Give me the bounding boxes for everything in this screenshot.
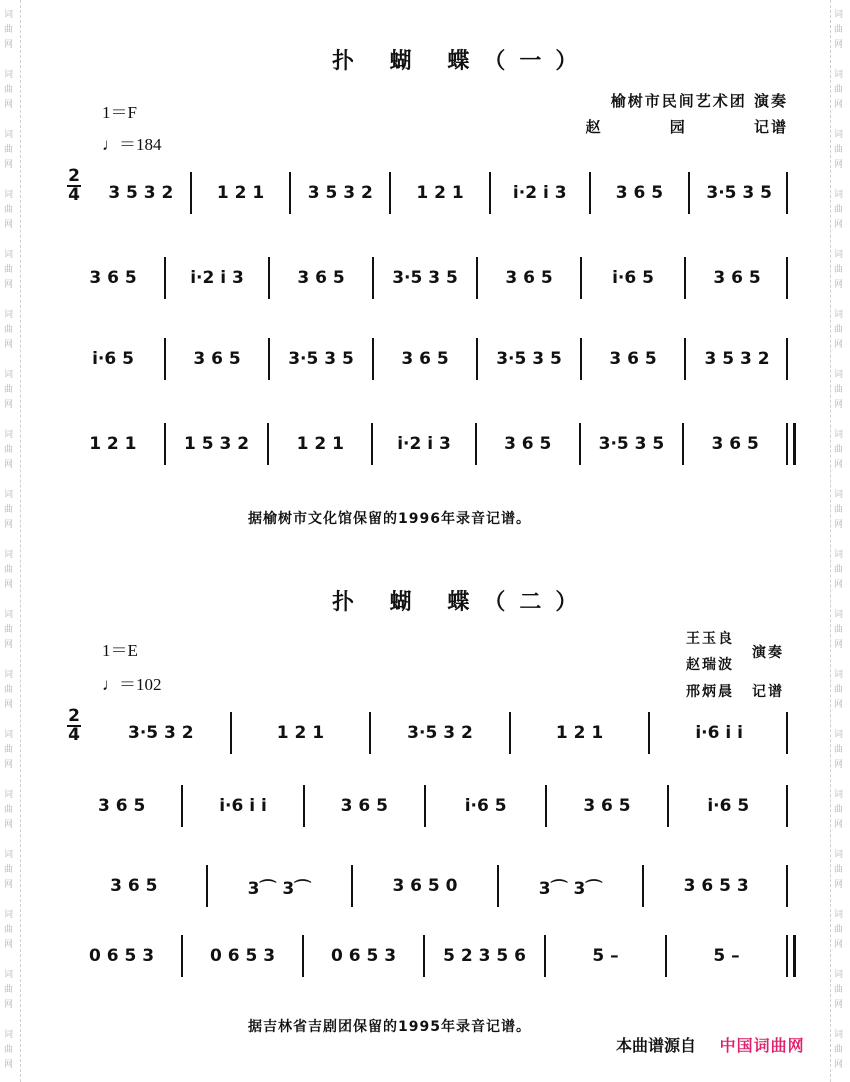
measure xyxy=(511,712,651,754)
measure xyxy=(192,172,292,214)
score-system xyxy=(62,166,788,222)
measure xyxy=(686,257,788,299)
watermark-text: 词曲网 xyxy=(834,970,844,1010)
measure xyxy=(183,935,304,977)
watermark-text: 词曲网 xyxy=(4,1030,14,1070)
watermark-text: 词曲网 xyxy=(4,430,14,470)
watermark-text: 词曲网 xyxy=(4,790,14,830)
watermark-text: 词曲网 xyxy=(4,130,14,170)
watermark-text: 词曲网 xyxy=(834,370,844,410)
measure-notes: 3 6 5 3 xyxy=(683,876,749,896)
measure-notes: 1 2 1 xyxy=(555,723,604,743)
song2-key: 1＝E xyxy=(102,641,138,660)
watermark-text: 词曲网 xyxy=(834,1030,844,1070)
measure-notes: 3 5 3 2 xyxy=(307,183,373,203)
watermark-text: 词曲网 xyxy=(834,430,844,470)
score-system xyxy=(62,257,788,307)
measure xyxy=(690,172,788,214)
song2-tempo: ♩＝102 xyxy=(102,675,162,694)
watermark-text: 词曲网 xyxy=(4,910,14,950)
measure xyxy=(62,338,166,380)
measure-notes: 3·5 3 5 xyxy=(706,183,772,203)
measure-notes: 3·5 3 2 xyxy=(407,723,473,743)
measure-notes: i·6 5 xyxy=(612,268,654,288)
measure xyxy=(650,712,788,754)
watermark-text: 词曲网 xyxy=(4,70,14,110)
score-system xyxy=(62,706,788,762)
measure-notes: 3 6 5 xyxy=(504,434,552,454)
barline-end xyxy=(786,257,788,299)
measure xyxy=(291,172,391,214)
song2-note: 据吉林省吉剧团保留的1995年录音记谱。 xyxy=(248,1019,531,1035)
watermark-text: 词曲网 xyxy=(4,250,14,290)
measure xyxy=(166,257,270,299)
barline-end xyxy=(786,712,788,754)
song2-perform-label: 演奏 xyxy=(752,645,784,661)
watermark-text: 词曲网 xyxy=(834,850,844,890)
watermark-text: 词曲网 xyxy=(4,490,14,530)
measure xyxy=(373,423,477,465)
measure xyxy=(269,423,373,465)
measure-notes: 3 6 5 xyxy=(89,268,137,288)
watermark-text: 词曲网 xyxy=(834,610,844,650)
measure-notes: 0 6 5 3 xyxy=(330,946,397,966)
watermark-text: 词曲网 xyxy=(834,190,844,230)
barline-end xyxy=(786,338,788,380)
measure xyxy=(669,785,788,827)
song1-credit-notator: 赵 园 记谱 xyxy=(585,118,788,136)
watermark-text: 词曲网 xyxy=(834,250,844,290)
barline-end xyxy=(786,865,788,907)
song2-title: 扑 蝴 蝶（二） xyxy=(332,590,592,615)
measure-notes: i·6 5 xyxy=(92,349,134,369)
measure-notes: i·2 i 3 xyxy=(512,183,567,203)
measure xyxy=(304,935,425,977)
song1-tempo: ♩＝184 xyxy=(102,135,162,154)
measure-notes: 3 6 5 xyxy=(110,876,158,896)
measure xyxy=(270,257,374,299)
watermark-text: 词曲网 xyxy=(4,550,14,590)
measure-notes: 3·5 3 5 xyxy=(598,434,665,454)
score-system xyxy=(62,338,788,388)
watermark-column-left xyxy=(0,0,20,1082)
measure xyxy=(92,172,192,214)
watermark-text: 词曲网 xyxy=(834,670,844,710)
watermark-text: 词曲网 xyxy=(834,10,844,50)
measure xyxy=(92,712,232,754)
measure xyxy=(391,172,491,214)
song1-note: 据榆树市文化馆保留的1996年录音记谱。 xyxy=(248,511,531,527)
measure-notes: 3 5 3 2 xyxy=(108,183,174,203)
measure xyxy=(270,338,374,380)
measure-notes: 3·5 3 5 xyxy=(392,268,458,288)
time-signature-top: 2 xyxy=(68,166,80,186)
song2-performer-1: 王玉良 xyxy=(686,631,734,647)
measure-notes: i·6 5 xyxy=(707,796,750,816)
footer-source-label: 本曲谱源自 xyxy=(616,1036,697,1055)
measure-notes: 3 6 5 xyxy=(98,796,146,816)
measure xyxy=(684,423,788,465)
measure-notes: 3 6 5 xyxy=(615,183,664,203)
measure xyxy=(208,865,354,907)
watermark-text: 词曲网 xyxy=(834,310,844,350)
score-system xyxy=(62,865,788,915)
measure-notes: 5 2 3 5 6 xyxy=(443,946,526,966)
measure xyxy=(686,338,788,380)
measure-notes: 3 6 5 xyxy=(583,796,631,816)
measure xyxy=(547,785,668,827)
footer-brand-link[interactable]: 中国词曲网 xyxy=(719,1036,805,1055)
measure-notes: i·2 i 3 xyxy=(190,268,244,288)
measure-notes: 1 2 1 xyxy=(216,183,265,203)
song2-performer-2: 赵瑞波 xyxy=(686,657,734,673)
measure xyxy=(581,423,685,465)
measure-notes: 3 6 5 xyxy=(193,349,241,369)
measure-notes: 3 6 5 0 xyxy=(392,876,458,896)
measure-notes: 3 6 5 xyxy=(609,349,657,369)
score-system xyxy=(62,785,788,835)
watermark-text: 词曲网 xyxy=(834,130,844,170)
measure-notes: 3·5 3 5 xyxy=(496,349,562,369)
footer-source xyxy=(616,1033,805,1056)
measure-notes: 3 6 5 xyxy=(340,796,388,816)
watermark-column-right xyxy=(830,0,850,1082)
song1-key: 1＝F xyxy=(102,103,137,122)
barline-end xyxy=(786,172,788,214)
measure xyxy=(62,257,166,299)
time-signature-bottom: 4 xyxy=(68,725,80,745)
time-signature-bottom: 4 xyxy=(68,185,80,205)
measure-notes: 1 2 1 xyxy=(296,434,344,454)
measure-notes: 0 6 5 3 xyxy=(88,946,155,966)
measure-notes: i·6 i i xyxy=(695,723,743,743)
watermark-text: 词曲网 xyxy=(4,970,14,1010)
song2-notate-label: 记谱 xyxy=(752,684,784,700)
watermark-text: 词曲网 xyxy=(834,550,844,590)
measure-notes: 3 6 5 xyxy=(505,268,553,288)
watermark-text: 词曲网 xyxy=(834,70,844,110)
watermark-text: 词曲网 xyxy=(4,370,14,410)
watermark-text: 词曲网 xyxy=(4,850,14,890)
measure xyxy=(353,865,499,907)
measure xyxy=(499,865,645,907)
barline-end xyxy=(786,785,788,827)
measure-notes: 3 6 5 xyxy=(401,349,449,369)
measure xyxy=(374,257,478,299)
measure xyxy=(644,865,788,907)
measure-notes: 3 6 5 xyxy=(297,268,345,288)
measure-notes: 3⌒ 3⌒ xyxy=(247,878,312,899)
score-system xyxy=(62,423,788,473)
measure-notes: 3 6 5 xyxy=(711,434,759,454)
watermark-text: 词曲网 xyxy=(4,190,14,230)
measure-notes: i·2 i 3 xyxy=(397,434,451,454)
measure-notes: 3·5 3 2 xyxy=(127,723,194,743)
measure-notes: i·6 i i xyxy=(219,796,267,816)
measure xyxy=(591,172,691,214)
measure-notes: 1 2 1 xyxy=(416,183,464,203)
watermark-text: 词曲网 xyxy=(4,610,14,650)
measure xyxy=(374,338,478,380)
song2-notator: 邢炳晨 xyxy=(686,684,734,700)
measure-notes: 5 – xyxy=(713,946,740,966)
measure xyxy=(667,935,788,977)
measure xyxy=(62,865,208,907)
measure xyxy=(426,785,547,827)
measure xyxy=(477,423,581,465)
measure xyxy=(183,785,304,827)
watermark-text: 词曲网 xyxy=(4,10,14,50)
measure-notes: 1 5 3 2 xyxy=(184,434,250,454)
watermark-text: 词曲网 xyxy=(834,790,844,830)
song1-credit-performer: 榆树市民间艺术团 演奏 xyxy=(610,92,788,110)
measure xyxy=(491,172,591,214)
measure-notes: 3⌒ 3⌒ xyxy=(538,878,603,899)
measure xyxy=(232,712,372,754)
measure-notes: 5 – xyxy=(592,946,619,966)
measure-notes: i·6 5 xyxy=(464,796,507,816)
measure xyxy=(166,338,270,380)
measure xyxy=(62,785,183,827)
watermark-text: 词曲网 xyxy=(4,310,14,350)
song1-title: 扑 蝴 蝶（一） xyxy=(332,49,592,74)
measure xyxy=(478,257,582,299)
measure xyxy=(62,935,183,977)
time-signature xyxy=(66,708,82,744)
measure-notes: 1 2 1 xyxy=(276,723,325,743)
measure-notes: 3 5 3 2 xyxy=(704,349,770,369)
watermark-text: 词曲网 xyxy=(834,490,844,530)
measure-notes: 3 6 5 xyxy=(713,268,761,288)
measure xyxy=(582,338,686,380)
measure xyxy=(166,423,270,465)
time-signature xyxy=(66,168,82,204)
time-signature-top: 2 xyxy=(68,706,80,726)
measure xyxy=(478,338,582,380)
watermark-text: 词曲网 xyxy=(834,730,844,770)
watermark-text: 词曲网 xyxy=(834,910,844,950)
score-system xyxy=(62,935,788,985)
measure xyxy=(305,785,426,827)
measure xyxy=(425,935,546,977)
measure-notes: 0 6 5 3 xyxy=(209,946,276,966)
measure xyxy=(62,423,166,465)
watermark-text: 词曲网 xyxy=(4,670,14,710)
measure-notes: 3·5 3 5 xyxy=(288,349,354,369)
measure-notes: 1 2 1 xyxy=(89,434,137,454)
measure xyxy=(371,712,511,754)
measure xyxy=(546,935,667,977)
measure xyxy=(582,257,686,299)
watermark-text: 词曲网 xyxy=(4,730,14,770)
